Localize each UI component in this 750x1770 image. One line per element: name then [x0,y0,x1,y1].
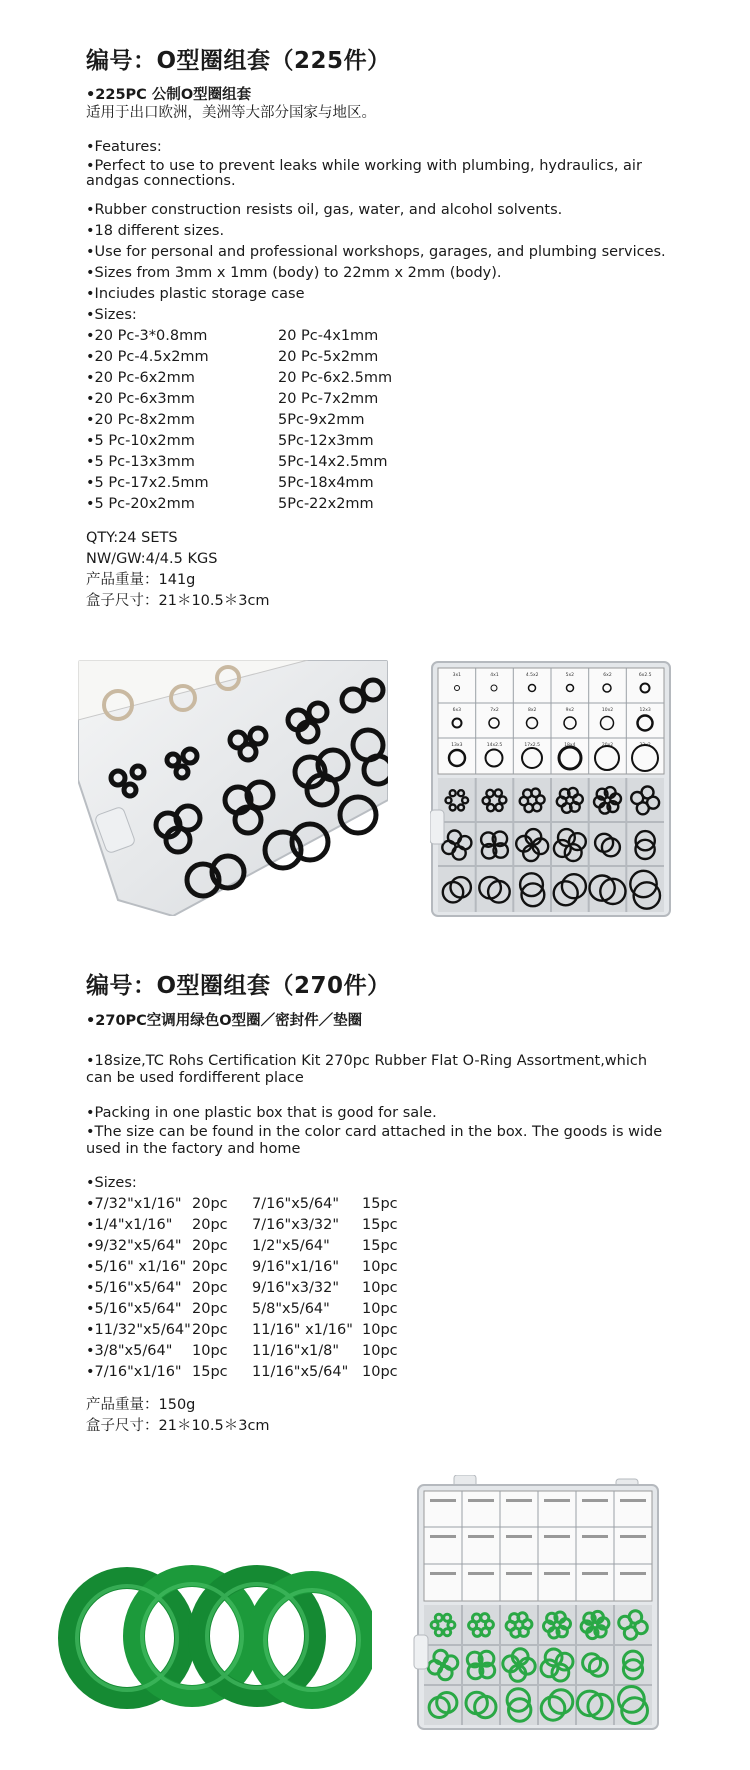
size-entry: •20 Pc-4.5x2mm [86,349,209,365]
box-size: 盒子尺寸：21＊10.5＊3cm [86,593,270,609]
feature-item: •Rubber construction resists oil, gas, water, and alcohol solvents. [86,202,563,218]
size-entry: •9/32"x5/64" [86,1238,182,1254]
size-quantity: 20pc [192,1301,228,1317]
section2-paragraph: •Packing in one plastic box that is good for sale. [86,1105,437,1121]
size-entry: •11/32"x5/64" [86,1322,191,1338]
size-quantity: 10pc [362,1343,398,1359]
card-size-label: 22x2 [639,743,651,748]
size-entry: •5/16" x1/16" [86,1259,187,1275]
size-quantity: 10pc [362,1364,398,1380]
size-entry: 5Pc-12x3mm [278,433,374,449]
size-quantity: 10pc [362,1301,398,1317]
size-entry: •5/16"x5/64" [86,1301,182,1317]
section2-box-size: 盒子尺寸：21＊10.5＊3cm [86,1418,270,1434]
size-entry: 20 Pc-7x2mm [278,391,379,407]
size-entry: •5 Pc-13x3mm [86,454,195,470]
size-entry: 9/16"x3/32" [252,1280,340,1296]
photo-green-orings [52,1556,372,1716]
size-entry: 5/8"x5/64" [252,1301,330,1317]
size-quantity: 20pc [192,1280,228,1296]
feature-item: •Perfect to use to prevent leaks while working with plumbing, hydraulics, air andgas connections. [86,158,642,189]
card-size-label: 9x2 [565,708,575,713]
size-quantity: 10pc [192,1343,228,1359]
card-size-label: 12x3 [639,708,651,713]
size-entry: 5Pc-9x2mm [278,412,365,428]
section2-subtitle: •270PC空调用绿色O型圈／密封件／垫圈 [86,1013,363,1029]
feature-item: •Use for personal and professional workshops, garages, and plumbing services. [86,244,666,260]
size-entry: 7/16"x3/32" [252,1217,340,1233]
card-size-label: 18x4 [564,743,576,748]
size-entry: 7/16"x5/64" [252,1196,340,1212]
card-size-label: 6x2 [603,673,612,678]
size-quantity: 15pc [362,1217,398,1233]
size-entry: •5 Pc-17x2.5mm [86,475,209,491]
section2-product-weight: 产品重量：150g [86,1397,196,1413]
card-size-label: 17x2.5 [524,743,540,748]
product-weight: 产品重量：141g [86,572,196,588]
card-size-label: 6x2.5 [638,673,652,678]
size-quantity: 20pc [192,1259,228,1275]
section2-sizes-label: •Sizes: [86,1175,137,1191]
size-quantity: 10pc [362,1280,398,1296]
card-size-label: 10x2 [601,708,614,713]
card-size-label: 4.5x2 [525,673,539,678]
size-entry: 1/2"x5/64" [252,1238,330,1254]
size-entry: •5/16"x5/64" [86,1280,182,1296]
size-entry: •7/32"x1/16" [86,1196,182,1212]
size-entry: 20 Pc-5x2mm [278,349,379,365]
feature-item: •Inciudes plastic storage case [86,286,305,302]
photo-black-oring-case-angled [78,660,388,916]
card-size-label: 14x2.5 [486,743,503,748]
nwgw-text: NW/GW:4/4.5 KGS [86,551,218,567]
size-entry: •20 Pc-6x2mm [86,370,195,386]
card-size-label: 5x2 [565,673,575,678]
size-entry: •1/4"x1/16" [86,1217,173,1233]
section1-subtitle-region: 适用于出口欧洲，美洲等大部分国家与地区。 [86,105,376,121]
section2-paragraph: •The size can be found in the color card attached in the box. The goods is wide used in the factory and home [86,1124,663,1157]
size-entry: 11/16"x1/8" [252,1343,340,1359]
photo-green-oring-case [406,1475,668,1733]
card-size-label: 3x1 [452,673,462,678]
section1-subtitle: •225PC 公制O型圈组套 [86,87,252,103]
photo-black-oring-case-front [430,660,672,918]
size-quantity: 20pc [192,1322,228,1338]
size-quantity: 20pc [192,1217,228,1233]
size-entry: 9/16"x1/16" [252,1259,340,1275]
size-quantity: 15pc [362,1196,398,1212]
card-size-label: 4x1 [490,673,499,678]
size-quantity: 15pc [192,1364,228,1380]
size-entry: •7/16"x1/16" [86,1364,182,1380]
card-size-label: 20x2 [601,743,614,748]
size-entry: 5Pc-18x4mm [278,475,374,491]
size-entry: •5 Pc-10x2mm [86,433,195,449]
size-entry: 20 Pc-6x2.5mm [278,370,393,386]
size-quantity: 15pc [362,1238,398,1254]
size-entry: •20 Pc-3*0.8mm [86,328,208,344]
section1-title: 编号：O型圈组套（225件） [86,48,391,74]
feature-item: •Sizes from 3mm x 1mm (body) to 22mm x 2mm (body). [86,265,502,281]
size-entry: 5Pc-22x2mm [278,496,374,512]
card-size-label: 6x3 [452,708,462,713]
card-size-label: 13x3 [451,743,463,748]
feature-item: •18 different sizes. [86,223,225,239]
size-quantity: 10pc [362,1259,398,1275]
features-label: •Features: [86,139,162,155]
size-quantity: 10pc [362,1322,398,1338]
size-entry: 11/16" x1/16" [252,1322,353,1338]
size-entry: •3/8"x5/64" [86,1343,173,1359]
size-entry: 11/16"x5/64" [252,1364,349,1380]
qty-text: QTY:24 SETS [86,530,178,546]
sizes-label: •Sizes: [86,307,137,323]
card-size-label: 7x2 [490,708,499,713]
size-entry: •5 Pc-20x2mm [86,496,195,512]
size-entry: •20 Pc-8x2mm [86,412,195,428]
section2-paragraph: •18size,TC Rohs Certification Kit 270pc Rubber Flat O-Ring Assortment,which can be used fordifferent place [86,1053,648,1086]
size-entry: •20 Pc-6x3mm [86,391,195,407]
section2-title: 编号：O型圈组套（270件） [86,973,391,999]
card-size-label: 8x2 [527,708,537,713]
size-entry: 20 Pc-4x1mm [278,328,379,344]
size-quantity: 20pc [192,1196,228,1212]
size-entry: 5Pc-14x2.5mm [278,454,388,470]
size-quantity: 20pc [192,1238,228,1254]
